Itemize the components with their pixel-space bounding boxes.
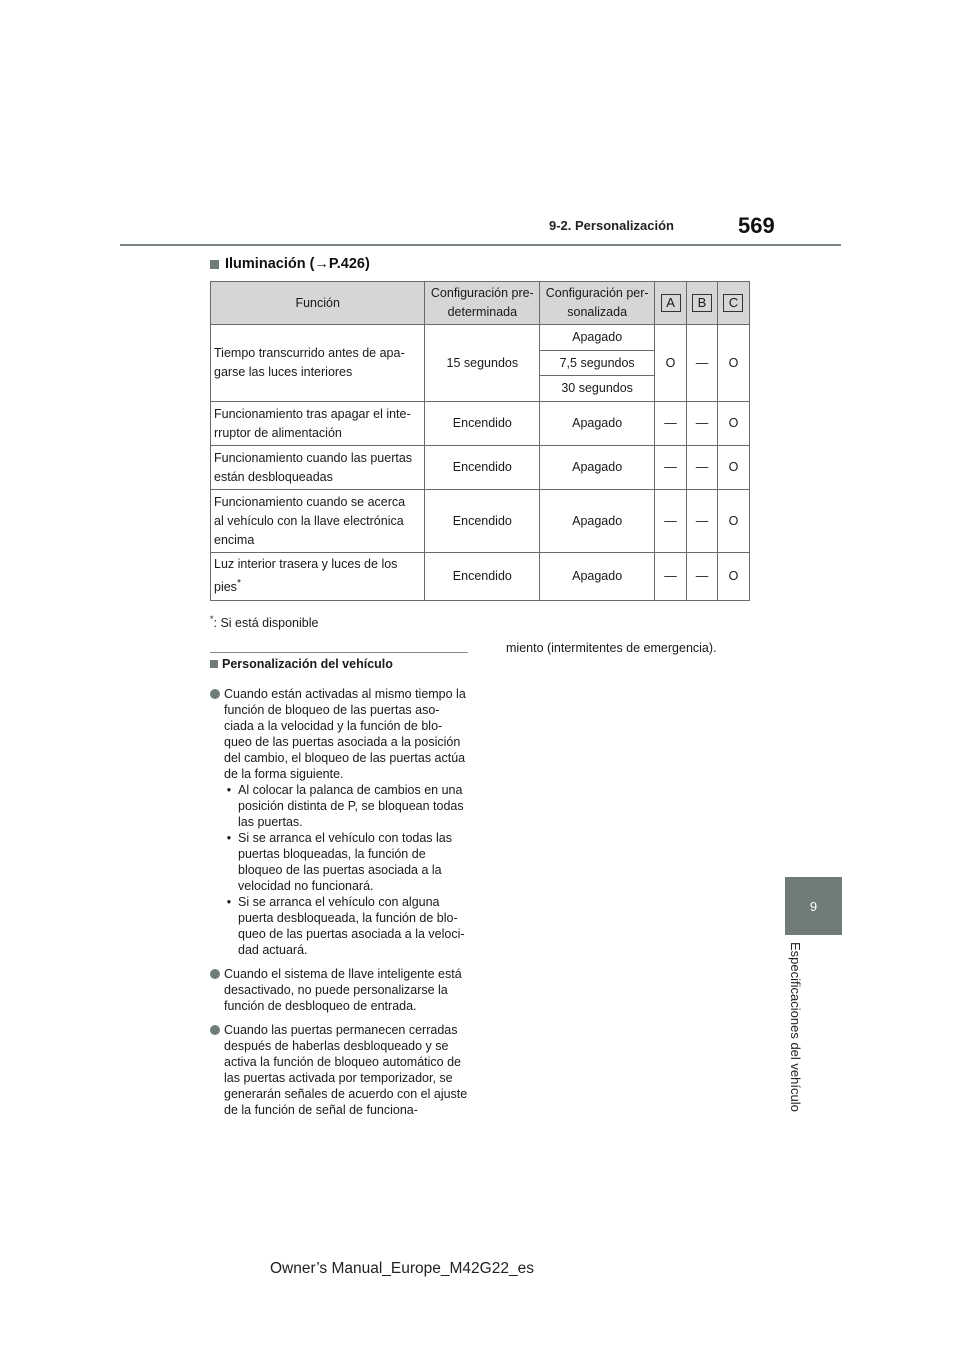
- note-bullet: [210, 966, 468, 1014]
- note-text: Cuando el sistema de llave inteligente está desactivado, no puede personalizarse la función de desbloqueo de entrada.: [224, 967, 462, 1013]
- row-function: [211, 402, 425, 446]
- row-custom-option: 7,5 segundos: [540, 351, 655, 376]
- function-line: rruptor de alimentación: [214, 425, 342, 440]
- note-bullet: [210, 1022, 468, 1118]
- row-col-c: O: [717, 446, 749, 490]
- note-sub-item: [224, 782, 468, 830]
- header-default-line1: Configuración pre-: [430, 286, 534, 300]
- square-bullet-icon: [210, 260, 219, 269]
- note-text: Cuando las puertas permanecen cerradas después de haberlas desbloqueado y se activa la función de bloqueo automático de las puertas activada por temporizador, se generarán señales de acuerdo con el ajuste de la función de señal de funciona-: [224, 1023, 468, 1117]
- circle-bullet-icon: [210, 969, 220, 979]
- header-function: Función: [211, 282, 425, 325]
- table-header-row: [211, 282, 750, 325]
- function-line-with-mark: [214, 574, 422, 597]
- function-line: al vehículo con la llave electrónica: [214, 513, 404, 528]
- dot-marker-icon: •: [226, 783, 232, 797]
- header-default-line2: determinada: [447, 305, 518, 319]
- col-b-label: B: [692, 294, 712, 312]
- function-line: están desbloqueadas: [214, 469, 333, 484]
- settings-table: [210, 281, 750, 601]
- sub-item-text: Si se arranca el vehículo con todas las puertas bloqueadas, la función de bloqueo de las puertas asociada a la velocidad no funcionará.: [238, 831, 453, 893]
- table-row: [211, 402, 750, 446]
- function-line: Luz interior trasera y luces de los: [214, 557, 398, 572]
- row-col-b: —: [687, 553, 718, 601]
- function-line: Funcionamiento cuando se acerca: [214, 494, 406, 509]
- row-function: [211, 490, 425, 553]
- function-line: encima: [214, 532, 255, 547]
- row-col-c: O: [717, 490, 749, 553]
- notes-heading-text: Personalización del vehículo: [222, 657, 393, 671]
- table-footnote: [210, 614, 318, 630]
- page-number: 569: [738, 213, 775, 238]
- notes-divider: [210, 652, 468, 653]
- table-row: [211, 446, 750, 490]
- row-default: Encendido: [425, 553, 540, 601]
- row-col-c: O: [717, 325, 749, 402]
- header-custom: [540, 282, 655, 325]
- row-col-b: —: [687, 325, 718, 402]
- function-line: pies: [214, 580, 237, 595]
- function-line: Funcionamiento cuando las puertas: [214, 450, 413, 465]
- notes-heading: [210, 656, 468, 672]
- row-col-c: O: [717, 402, 749, 446]
- table-row: [211, 325, 750, 351]
- row-default: Encendido: [425, 490, 540, 553]
- row-col-c: O: [717, 553, 749, 601]
- header-section-title: 9-2. Personalización: [549, 218, 674, 233]
- sub-item-text: Al colocar la palanca de cambios en una posición distinta de P, se bloquean todas las puertas.: [238, 783, 464, 829]
- row-function: [211, 446, 425, 490]
- circle-bullet-icon: [210, 1025, 220, 1035]
- dot-marker-icon: •: [226, 831, 232, 845]
- row-col-a: —: [655, 490, 687, 553]
- col-a-label: A: [661, 294, 681, 312]
- row-custom-option: Apagado: [540, 402, 655, 446]
- footnote-mark: *: [236, 578, 241, 590]
- header-col-c: [717, 282, 749, 325]
- circle-bullet-icon: [210, 689, 220, 699]
- footnote-mark: *: [210, 614, 214, 624]
- function-line: Tiempo transcurrido antes de apa-: [214, 346, 405, 360]
- row-custom-option: Apagado: [540, 490, 655, 553]
- note-bullet: [210, 686, 468, 958]
- table-row: [211, 553, 750, 601]
- footnote-text: : Si está disponible: [213, 616, 319, 631]
- dot-marker-icon: •: [226, 895, 232, 909]
- header-rule: [120, 244, 841, 246]
- note-continuation: miento (intermitentes de emergencia).: [506, 641, 717, 655]
- row-function: [211, 325, 425, 402]
- row-custom-option: Apagado: [540, 446, 655, 490]
- page-footer: Owner’s Manual_Europe_M42G22_es: [270, 1260, 534, 1277]
- header-custom-line1: Configuración per-: [545, 286, 649, 300]
- row-custom-option: Apagado: [540, 325, 655, 351]
- function-line: Funcionamiento tras apagar el inte-: [214, 406, 411, 421]
- section-title-text: Iluminación (→P.426): [225, 256, 370, 272]
- header-default: [425, 282, 540, 325]
- row-col-b: —: [687, 402, 718, 446]
- row-col-a: —: [655, 402, 687, 446]
- row-col-a: —: [655, 446, 687, 490]
- row-col-b: —: [687, 446, 718, 490]
- row-function: [211, 553, 425, 601]
- row-col-a: O: [655, 325, 687, 402]
- chapter-label: Especificaciones del vehículo: [788, 942, 803, 1112]
- note-body: [224, 686, 468, 958]
- note-text: Cuando están activadas al mismo tiempo la función de bloqueo de las puertas aso-ciada a la velocidad y la función de blo-queo de las puertas asociada a la posición del cambio, el bloqueo de las puertas actúa de la forma siguiente.: [224, 687, 466, 781]
- note-sub-item: [224, 830, 468, 894]
- row-col-b: —: [687, 490, 718, 553]
- sub-item-text: Si se arranca el vehículo con alguna puerta desbloqueada, la función de blo-queo de las puertas asociada a la veloci-dad actuará.: [238, 895, 465, 957]
- notes-column: [210, 656, 468, 1118]
- section-title: [210, 256, 370, 272]
- row-col-a: —: [655, 553, 687, 601]
- row-default: Encendido: [425, 446, 540, 490]
- header-custom-line2: sonalizada: [567, 305, 628, 319]
- row-custom-option: Apagado: [540, 553, 655, 601]
- square-bullet-icon: [210, 660, 218, 668]
- col-c-label: C: [723, 294, 743, 312]
- row-custom-option: 30 segundos: [540, 376, 655, 402]
- table-row: [211, 490, 750, 553]
- header-col-a: [655, 282, 687, 325]
- function-line: garse las luces interiores: [214, 365, 353, 379]
- note-sub-item: [224, 894, 468, 958]
- chapter-tab: 9: [785, 877, 842, 935]
- header-col-b: [687, 282, 718, 325]
- row-default: Encendido: [425, 402, 540, 446]
- row-default: 15 segundos: [425, 325, 540, 402]
